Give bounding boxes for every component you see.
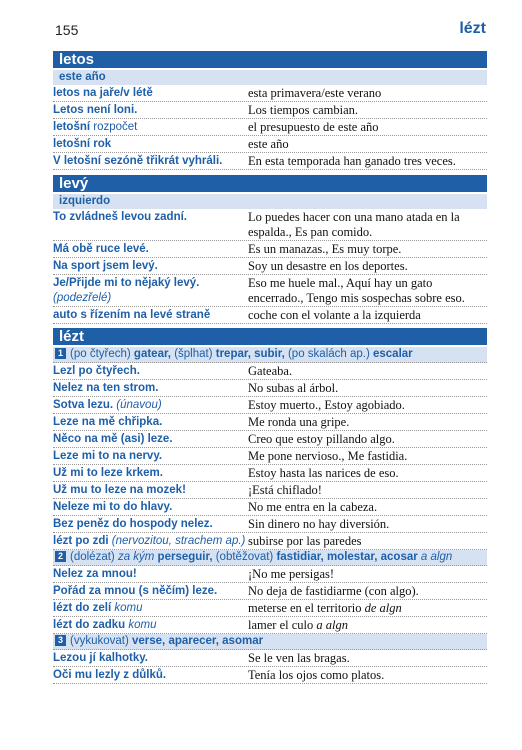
headword-translation: izquierdo [53,194,487,209]
czech-phrase: Nelez na ten strom. [53,382,159,394]
phrase-row [53,583,487,600]
spanish-text: meterse en el territorio [248,601,365,615]
sense-object: a algn [417,551,453,563]
entry-letos [53,51,487,170]
sense-number: 2 [55,551,66,562]
phrase-row [53,363,487,380]
sense-translation: trepar, subir, [215,348,285,360]
czech-phrase: Bez peněz do hospody nelez. [53,518,213,530]
czech-phrase [53,533,248,549]
spanish-translation [248,600,487,616]
czech-phrase: Leze na mě chřipka. [53,416,163,428]
czech-bold: lézt po zdi [53,535,109,547]
headword: levý [53,175,487,192]
sense-note: (šplhat) [171,348,216,360]
phrase-row [53,667,487,684]
phrase-row [53,85,487,102]
phrase-row [53,499,487,516]
phrase-row [53,482,487,499]
czech-phrase [53,397,248,413]
spanish-translation: este año [248,137,289,151]
czech-bold: letošní [53,121,91,133]
spanish-translation: el presupuesto de este año [248,120,379,134]
sense-note: (po čtyřech) [70,348,134,360]
czech-phrase [53,119,248,135]
spanish-translation: No subas al árbol. [248,381,339,395]
czech-phrase: Už mi to leze krkem. [53,467,163,479]
phrase-row [53,448,487,465]
czech-phrase: Oči mu lezly z důlků. [53,669,167,681]
spanish-translation: En esta temporada han ganado tres veces. [248,154,456,168]
page-number: 155 [55,22,79,38]
sense-translation: escalar [373,348,413,360]
phrase-row [53,431,487,448]
phrase-row [53,617,487,634]
phrase-row [53,566,487,583]
entry-lezt [53,328,487,684]
phrase-row [53,153,487,170]
sense-1 [53,347,487,363]
phrase-row [53,258,487,275]
czech-phrase: Na sport jsem levý. [53,260,158,272]
czech-phrase: Má obě ruce levé. [53,243,149,255]
spanish-translation: Los tiempos cambian. [248,103,359,117]
czech-phrase: To zvládneš levou zadní. [53,211,187,223]
phrase-row [53,136,487,153]
sense-translation: verse, aparecer, asomar [132,635,264,647]
czech-phrase: letošní rok [53,138,112,150]
czech-phrase: Nelez za mnou! [53,568,137,580]
czech-phrase: Letos není loni. [53,104,138,116]
czech-phrase: Neleze mi to do hlavy. [53,501,173,513]
spanish-translation: Es un manazas., Es muy torpe. [248,242,402,256]
sense-number: 1 [55,348,66,359]
phrase-row [53,102,487,119]
phrase-row [53,380,487,397]
phrase-row [53,275,487,307]
spanish-translation: ¡No me persigas! [248,567,335,581]
sense-note: (vykukovat) [70,635,132,647]
spanish-translation: Me pone nervioso., Me fastidia. [248,449,408,463]
czech-phrase [53,275,248,306]
phrase-row [53,516,487,533]
sense-3 [53,634,487,650]
czech-bold: Je/Přijde mi to nějaký levý. [53,277,200,289]
headword: letos [53,51,487,68]
phrase-row [53,533,487,550]
entry-levy [53,175,487,324]
spanish-translation: subirse por las paredes [248,534,362,548]
phrase-row [53,241,487,258]
spanish-translation: Me ronda una gripe. [248,415,350,429]
spanish-translation: Estoy muerto., Estoy agobiado. [248,398,405,412]
usage-note: (podezřelé) [53,292,112,304]
spanish-translation: Lo puedes hacer con una mano atada en la espalda., Es pan comido. [248,210,460,239]
phrase-row [53,209,487,241]
czech-phrase: Lezou jí kalhotky. [53,652,148,664]
phrase-row [53,397,487,414]
spanish-translation: Sin dinero no hay diversión. [248,517,390,531]
phrase-row [53,307,487,324]
czech-bold: lézt do zelí [53,602,112,614]
spanish-translation: esta primavera/este verano [248,86,382,100]
usage-note: komu [114,602,143,614]
spanish-object: a algn [316,618,348,632]
czech-bold: Sotva lezu. [53,399,114,411]
czech-normal: rozpočet [90,121,138,133]
phrase-row [53,600,487,617]
phrase-row [53,650,487,667]
spanish-translation: No deja de fastidiarme (con algo). [248,584,419,598]
czech-phrase: V letošní sezóně třikrát vyhráli. [53,155,223,167]
headword: lézt [53,328,487,345]
spanish-translation: Se le ven las bragas. [248,651,350,665]
usage-note: (nervozitou, strachem ap.) [111,535,246,547]
czech-phrase: Už mu to leze na mozek! [53,484,186,496]
sense-note: (po skalách ap.) [284,348,373,360]
sense-2 [53,550,487,566]
spanish-translation [248,617,487,633]
phrase-row [53,465,487,482]
sense-translation: gatear, [133,348,171,360]
sense-note: (obtěžovat) [212,551,277,563]
phrase-row [53,119,487,136]
sense-note: (dolézat) [70,551,118,563]
spanish-translation: Gateaba. [248,364,293,378]
czech-phrase: auto s řízením na levé straně [53,309,211,321]
headword-translation: este año [53,70,487,85]
spanish-translation: No me entra en la cabeza. [248,500,378,514]
spanish-translation: Creo que estoy pillando algo. [248,432,395,446]
czech-phrase [53,617,248,633]
spanish-translation: coche con el volante a la izquierda [248,308,421,322]
czech-phrase: Pořád za mnou (s něčím) leze. [53,585,218,597]
spanish-translation: Eso me huele mal., Aquí hay un gato encerrado., Tengo mis sospechas sobre eso. [248,276,465,305]
usage-note: (únavou) [116,399,162,411]
spanish-translation: Soy un desastre en los deportes. [248,259,408,273]
czech-phrase: letos na jaře/v létě [53,87,153,99]
sense-translation: fastidiar, molestar, acosar [276,551,418,563]
spanish-object: de algn [364,601,402,615]
spanish-translation: ¡Está chiflado! [248,483,322,497]
spanish-translation: Tenía los ojos como platos. [248,668,385,682]
spanish-translation: Estoy hasta las narices de eso. [248,466,399,480]
czech-phrase: Lezl po čtyřech. [53,365,140,377]
usage-note: komu [128,619,157,631]
czech-phrase: Něco na mě (asi) leze. [53,433,173,445]
spanish-text: lamer el culo [248,618,317,632]
czech-phrase: Leze mi to na nervy. [53,450,163,462]
running-head: lézt [459,20,486,37]
czech-phrase [53,600,248,616]
sense-object: za kým [117,551,155,563]
czech-bold: lézt do zadku [53,619,126,631]
sense-number: 3 [55,635,66,646]
phrase-row [53,414,487,431]
sense-translation: perseguir, [154,551,213,563]
